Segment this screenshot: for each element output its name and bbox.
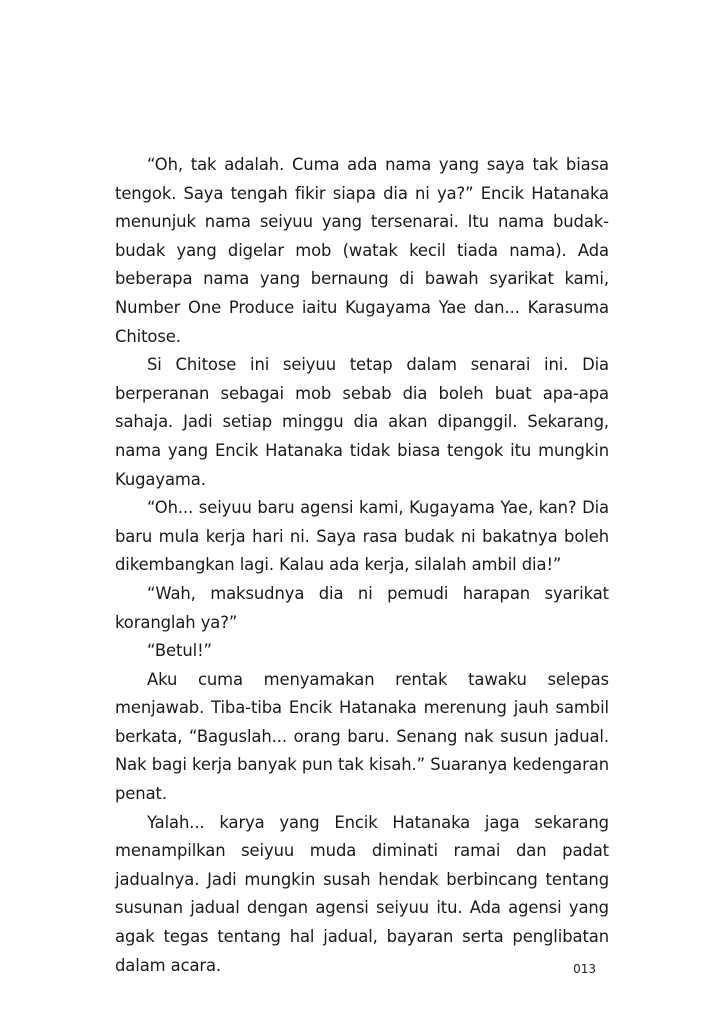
paragraph-3: “Oh... seiyuu baru agensi kami, Kugayama Yae, kan? Dia baru mula kerja hari ni. Saya rasa budak ni bakatnya boleh dikembangkan lagi. Kalau ada kerja, silalah ambil dia!” [115, 498, 609, 575]
text-body [115, 151, 609, 980]
paragraph-2: Si Chitose ini seiyuu tetap dalam senarai ini. Dia berperanan sebagai mob sebab dia boleh buat apa-apa sahaja. Jadi setiap minggu dia akan dipanggil. Sekarang, nama yang Encik Hatanaka tidak biasa tengok itu mungkin Kugayama. [115, 355, 609, 489]
paragraph-6: Aku cuma menyamakan rentak tawaku selepas menjawab. Tiba-tiba Encik Hatanaka merenung jauh sambil berkata, “Baguslah... orang baru. Senang nak susun jadual. Nak bagi kerja banyak pun tak kisah.” Suaranya kedengaran penat. [115, 669, 609, 804]
paragraph-4: “Wah, maksudnya dia ni pemudi harapan syarikat koranglah ya?” [115, 583, 609, 632]
paragraph-5: “Betul!” [147, 641, 212, 661]
page-number: 013 [573, 962, 596, 976]
paragraph-7: Yalah... karya yang Encik Hatanaka jaga sekarang menampilkan seiyuu muda diminati ramai dan padat jadualnya. Jadi mungkin susah hendak berbincang tentang susunan jadual dengan agensi seiyuu itu. Ada agensi yang agak tegas tentang hal jadual, bayaran serta penglibatan dalam acara. [115, 812, 609, 975]
paragraph-1: “Oh, tak adalah. Cuma ada nama yang saya tak biasa tengok. Saya tengah fikir siapa dia ni ya?” Encik Hatanaka menunjuk nama seiyuu yang tersenarai. Itu nama budak-budak yang digelar mob (watak kecil tiada nama). Ada beberapa nama yang bernaung di bawah syarikat kami, Number One Produce iaitu Kugayama Yae dan... Karasuma Chitose. [115, 155, 609, 346]
